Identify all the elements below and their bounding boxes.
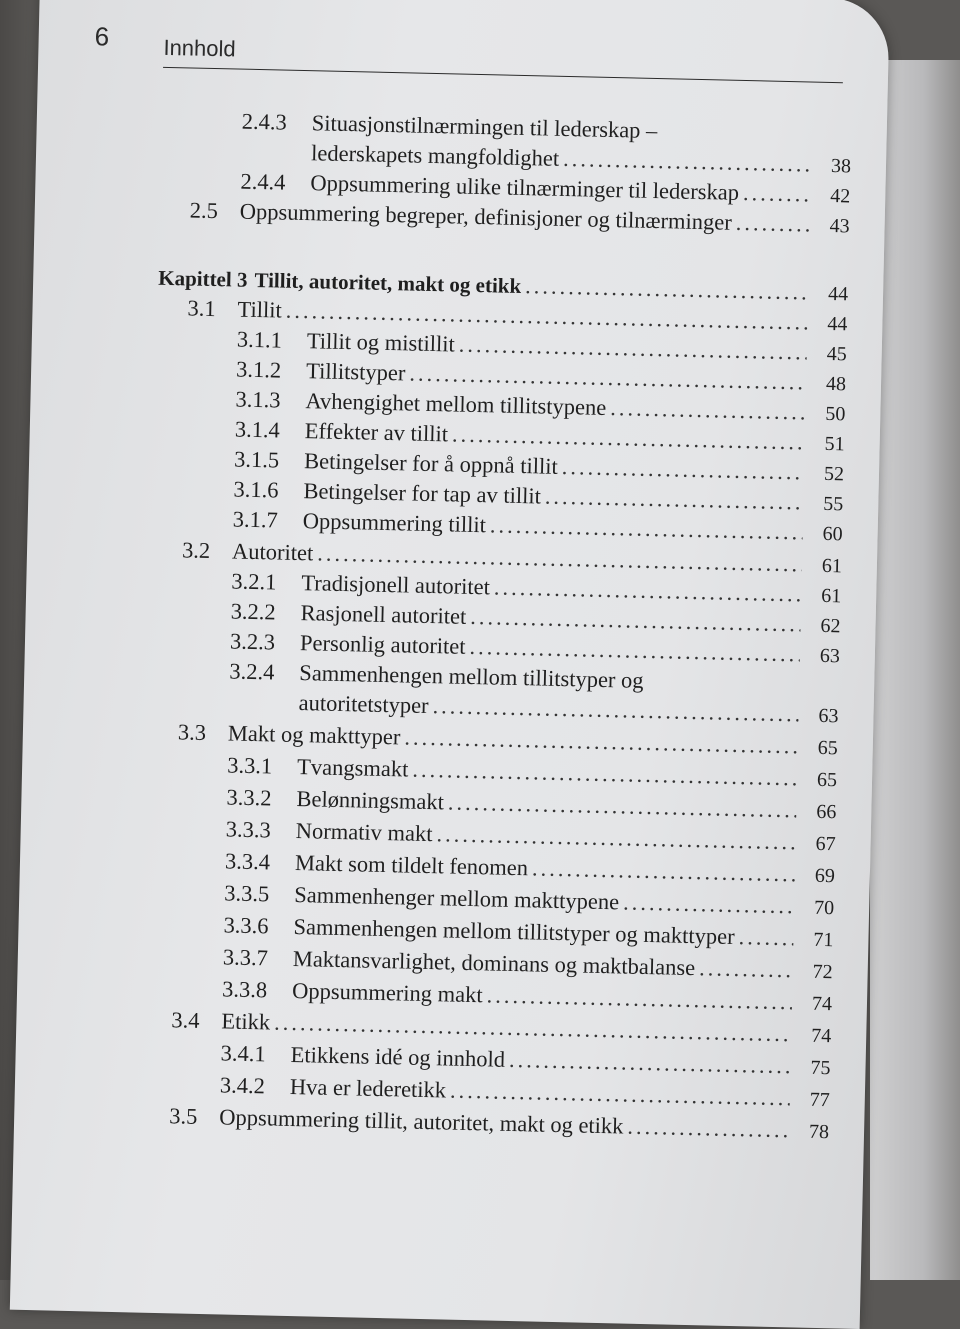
toc-number: 3.3.4 (224, 848, 271, 875)
toc-chapter-title: Tillit, autoritet, makt og etikk (254, 267, 522, 298)
toc-title: Oppsummering makt (291, 977, 483, 1008)
toc-title: Rasjonell autoritet (300, 600, 467, 629)
toc-title: Sammenhengen mellom tillitstyper og makttyper (293, 914, 735, 950)
dot-leader (735, 208, 810, 240)
toc-title: Personlig autoritet (299, 630, 466, 659)
toc-title: Tillit (237, 296, 283, 323)
toc-number: 3.1 (187, 295, 216, 322)
toc-number: 3.2 (181, 537, 211, 564)
toc-page: 66 (816, 800, 837, 824)
toc-page: 70 (813, 896, 835, 920)
dot-leader (610, 393, 806, 427)
toc-page: 44 (827, 282, 849, 306)
toc-title: lederskapets mangfoldighet (310, 140, 560, 171)
toc-number: 2.4.4 (240, 168, 286, 195)
toc-page: 61 (820, 584, 842, 608)
toc-page: 65 (817, 736, 839, 760)
toc-title: Oppsummering ulike tilnærminger til lederskap (310, 170, 740, 205)
toc-title: autoritetstyper (298, 690, 429, 718)
toc-title: Oppsummering begreper, definisjoner og tilnærminger (239, 198, 733, 235)
dot-leader (699, 953, 793, 985)
toc-page: 38 (830, 154, 852, 178)
toc-title: Tillit og mistillit (306, 328, 456, 357)
dot-leader (738, 922, 793, 953)
toc-number: 3.3.8 (221, 976, 268, 1003)
dot-leader (623, 887, 795, 921)
toc-title: Etikkens idé og innhold (290, 1041, 506, 1072)
toc-page: 60 (822, 522, 843, 546)
toc-page: 74 (810, 1024, 832, 1048)
toc-page: 78 (808, 1120, 830, 1144)
toc-title: Avhengighet mellom tillitstypene (305, 388, 607, 420)
running-head: Innhold (163, 34, 236, 62)
toc-number: 3.3.5 (224, 880, 270, 907)
toc-title: Makt og makttyper (227, 720, 401, 750)
toc-title: Hva er lederetikk (289, 1073, 447, 1103)
toc-page: 44 (827, 312, 848, 336)
toc-number: 3.1.3 (235, 386, 281, 413)
toc-page: 63 (818, 704, 839, 728)
header-rule (163, 67, 843, 83)
toc-page: 77 (809, 1088, 831, 1112)
toc-number: 3.4 (171, 1007, 200, 1033)
toc-title: Sammenhengen mellom tillitstyper og (299, 660, 644, 693)
toc-number: 3.2.1 (231, 568, 277, 595)
toc-page: 45 (826, 342, 847, 366)
toc-number: 3.2.2 (230, 598, 277, 625)
toc-number: 3.3.1 (226, 752, 273, 779)
toc-chapter-number: Kapittel 3 (158, 265, 248, 292)
toc-number: 3.4.2 (219, 1072, 266, 1099)
dot-leader (509, 1045, 791, 1081)
toc-number: 3.4.1 (220, 1040, 266, 1067)
dot-leader (743, 178, 811, 210)
toc-title: Etikk (221, 1008, 271, 1035)
toc-page: 48 (825, 372, 847, 396)
toc-title: Sammenhenger mellom makttypene (294, 882, 620, 915)
toc-number: 3.2.3 (229, 628, 276, 655)
toc-number: 3.3.3 (225, 816, 272, 843)
toc-page: 69 (814, 864, 836, 888)
toc-title: Tillitstyper (305, 358, 406, 386)
toc-number: 3.1.1 (236, 326, 283, 353)
toc-page: 52 (823, 462, 845, 486)
toc-title: Oppsummering tillit (302, 508, 487, 538)
toc-title: Tradisjonell autoritet (301, 570, 491, 600)
toc-page: 61 (821, 554, 843, 578)
toc-page: 42 (830, 184, 851, 208)
book-page (10, 0, 890, 1329)
toc-number: 3.3.6 (223, 912, 269, 939)
toc-page: 74 (811, 992, 833, 1016)
toc-number: 3.1.2 (235, 356, 282, 383)
toc-title: Effekter av tillit (304, 418, 449, 447)
toc-number: 3.1.6 (233, 476, 279, 503)
toc-page: 43 (829, 214, 850, 238)
dot-leader (486, 980, 792, 1017)
toc-title: Tvangsmakt (296, 754, 409, 782)
toc-page: 55 (823, 492, 844, 516)
toc-page: 51 (824, 432, 845, 456)
toc-page: 62 (820, 614, 841, 638)
toc-number: 3.2.4 (229, 658, 275, 685)
toc-number: 3.5 (168, 1103, 198, 1129)
toc-number: 2.4.3 (241, 108, 288, 135)
dot-leader (532, 853, 796, 889)
toc-title: Maktansvarlighet, dominans og maktbalanse (292, 945, 696, 981)
page-number: 6 (94, 21, 110, 52)
dot-leader (490, 510, 803, 547)
toc-title: Autoritet (231, 538, 314, 566)
toc-page: 67 (815, 832, 836, 856)
toc-number: 3.3.2 (226, 784, 272, 811)
toc-page: 65 (816, 768, 838, 792)
toc-title: Belønningsmakt (296, 786, 445, 815)
toc-page: 63 (819, 644, 841, 668)
toc-title: Betingelser for tap av tillit (303, 478, 542, 509)
toc-title: Normativ makt (295, 818, 433, 847)
toc-title: Makt som tildelt fenomen (294, 850, 529, 881)
toc-number: 3.1.4 (234, 416, 281, 443)
dot-leader (627, 1112, 789, 1146)
toc-number: 3.3 (177, 719, 207, 745)
toc-number: 3.1.7 (232, 506, 279, 533)
toc-title: Oppsummering tillit, autoritet, makt og etikk (218, 1104, 624, 1139)
dot-leader (450, 1076, 790, 1114)
toc-number: 3.1.5 (233, 446, 280, 473)
toc-page: 75 (810, 1056, 831, 1080)
toc-page: 50 (825, 402, 846, 426)
toc-title: Betingelser for å oppnå tillit (303, 448, 559, 479)
toc-number: 3.3.7 (222, 944, 269, 971)
toc-page: 71 (813, 928, 834, 952)
toc-page: 72 (812, 960, 833, 984)
toc-title: Situasjonstilnærmingen til lederskap – (311, 110, 658, 144)
toc-number: 2.5 (189, 197, 219, 224)
